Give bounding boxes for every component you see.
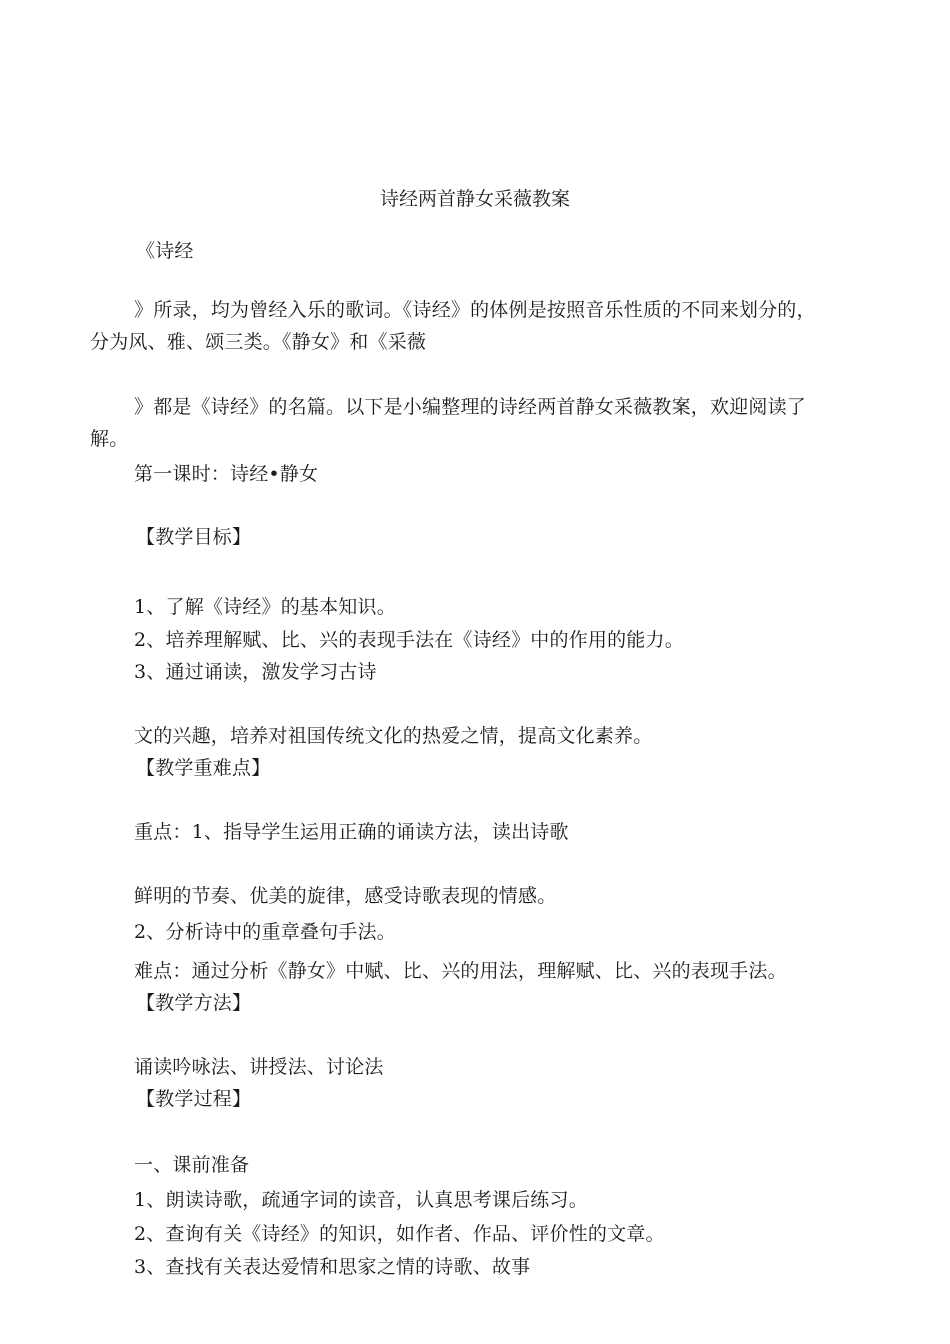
section-heading: 【教学过程】 [136,1088,252,1110]
text-line: 难点：通过分析《静女》中赋、比、兴的用法，理解赋、比、兴的表现手法。 [134,960,787,982]
text-line: 《诗经 [136,240,194,262]
section-heading: 【教学重难点】 [136,757,271,779]
text-line: 3、查找有关表达爱情和思家之情的诗歌、故事 [134,1256,531,1278]
text-line: 分为风、雅、颂三类。《静女》和《采薇 [90,331,427,353]
text-line: 1、了解《诗经》的基本知识。 [134,596,396,618]
text-line: 诵读吟咏法、讲授法、讨论法 [134,1056,384,1078]
text-line: 重点：1、指导学生运用正确的诵读方法，读出诗歌 [134,821,569,843]
text-line: 文的兴趣，培养对祖国传统文化的热爱之情，提高文化素养。 [134,725,653,747]
text-line: 2、分析诗中的重章叠句手法。 [134,921,396,943]
text-line: 2、培养理解赋、比、兴的表现手法在《诗经》中的作用的能力。 [134,629,684,651]
section-heading: 【教学方法】 [136,992,252,1014]
text-line: 3、通过诵读，激发学习古诗 [134,661,377,683]
text-line: 》所录，均为曾经入乐的歌词。《诗经》的体例是按照音乐性质的不同来划分的， [134,299,816,321]
text-line: 》都是《诗经》的名篇。以下是小编整理的诗经两首静女采薇教案，欢迎阅读了 [134,396,807,418]
text-line: 1、朗读诗歌，疏通字词的读音，认真思考课后练习。 [134,1189,588,1211]
text-line: 一、课前准备 [134,1154,250,1176]
text-line: 第一课时：诗经•静女 [134,463,319,485]
text-line: 鲜明的节奏、优美的旋律，感受诗歌表现的情感。 [134,885,557,907]
document-title: 诗经两首静女采薇教案 [379,188,570,210]
text-line: 解。 [90,428,129,450]
section-heading: 【教学目标】 [136,526,252,548]
text-line: 2、查询有关《诗经》的知识，如作者、作品、评价性的文章。 [134,1223,665,1245]
